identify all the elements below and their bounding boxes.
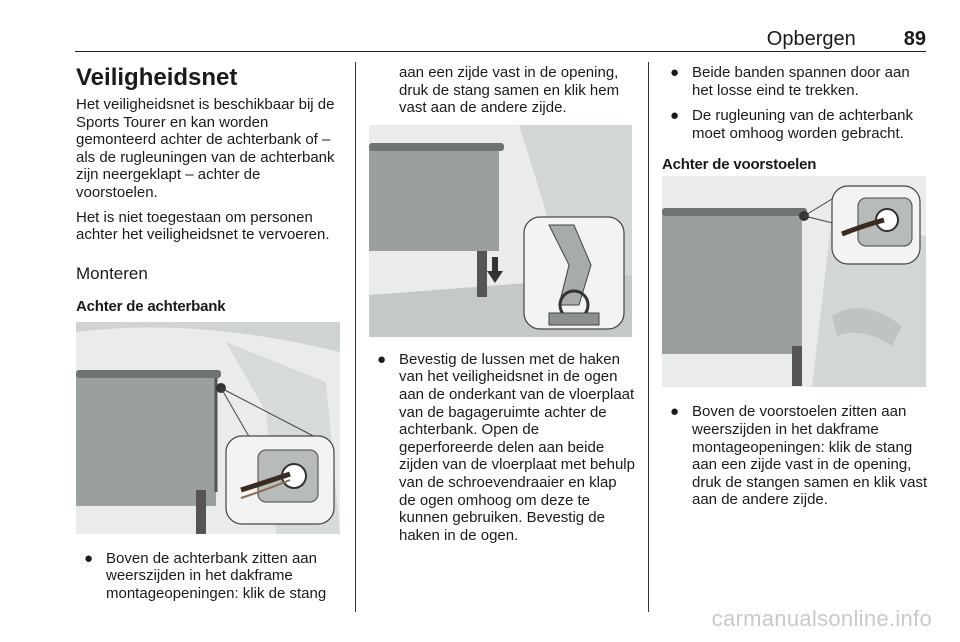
figure-rear-seat-net	[76, 322, 340, 534]
bullet-item	[76, 550, 342, 603]
header-rule	[75, 51, 926, 52]
column-3	[662, 64, 928, 517]
chapter-title: Opbergen	[766, 28, 856, 50]
figure-floor-hooks	[369, 125, 632, 337]
bullet-marker: ●	[84, 549, 94, 567]
intro-paragraph: Het veiligheidsnet is beschikbaar bij de Sports Tourer en kan worden gemonteerd achter de achterbank of – als de rugleuningen van de achterbank zijn neergeklapt – achter de voorstoelen.	[76, 96, 335, 201]
bullet-item	[662, 107, 928, 142]
warning-paragraph: Het is niet toegestaan om personen achter het veiligheidsnet te vervoeren.	[76, 208, 330, 244]
watermark: carmanualsonline.info	[711, 606, 932, 631]
heading-achter-de-achterbank: Achter de achterbank	[76, 297, 226, 315]
page-number: 89	[903, 28, 926, 50]
bullet-marker: ●	[670, 107, 680, 125]
heading-achter-de-voorstoelen: Achter de voorstoelen	[662, 156, 817, 174]
bullet-text: Boven de voorstoelen zitten aan weerszijden in het dakframe montageopeningen: klik de stang aan een zijde vast in de opening, druk de stangen samen en klik vast aan de andere zijde.	[692, 403, 928, 509]
illustration-front-seat	[662, 176, 926, 387]
illustration-floor-hooks	[369, 125, 632, 337]
bullet-marker: ●	[377, 350, 387, 368]
illustration-rear-seat	[76, 322, 340, 534]
bullet-marker: ●	[670, 403, 680, 421]
bullet-marker: ●	[670, 64, 680, 81]
bullet-text: Bevestig de lussen met de haken van het veiligheidsnet in de ogen aan de onderkant van de vloerplaat van de bagageruimte achter de achterbank. Open de geperforeerde delen aan beide zijden van de vloerplaat met behulp van de schroevendraaier en klap de ogen omhoog om deze te kunnen gebruiken. Bevestig de haken in de ogen.	[399, 350, 635, 544]
bullet-item	[369, 351, 635, 545]
figure-front-seat-net	[662, 176, 926, 387]
column-divider-2	[648, 62, 649, 612]
bullet-text: De rugleuning van de achterbank moet omhoog worden gebracht.	[692, 107, 913, 142]
column-divider-1	[355, 62, 356, 612]
page-header	[767, 28, 926, 50]
bullet-text: Beide banden spannen door aan het losse eind te trekken.	[692, 64, 910, 99]
column-2	[369, 64, 635, 552]
section-title: Veiligheidsnet	[76, 64, 238, 91]
bullet-item	[662, 64, 928, 99]
bullet-text: Boven de achterbank zitten aan weerszijden in het dakframe montageopeningen: klik de stang	[106, 549, 327, 602]
bullet-item	[662, 403, 928, 509]
heading-monteren: Monteren	[76, 263, 148, 283]
column-1	[76, 64, 342, 611]
continuation-paragraph: aan een zijde vast in de opening, druk de stang samen en klik hem vast aan de andere zijde.	[399, 64, 620, 117]
